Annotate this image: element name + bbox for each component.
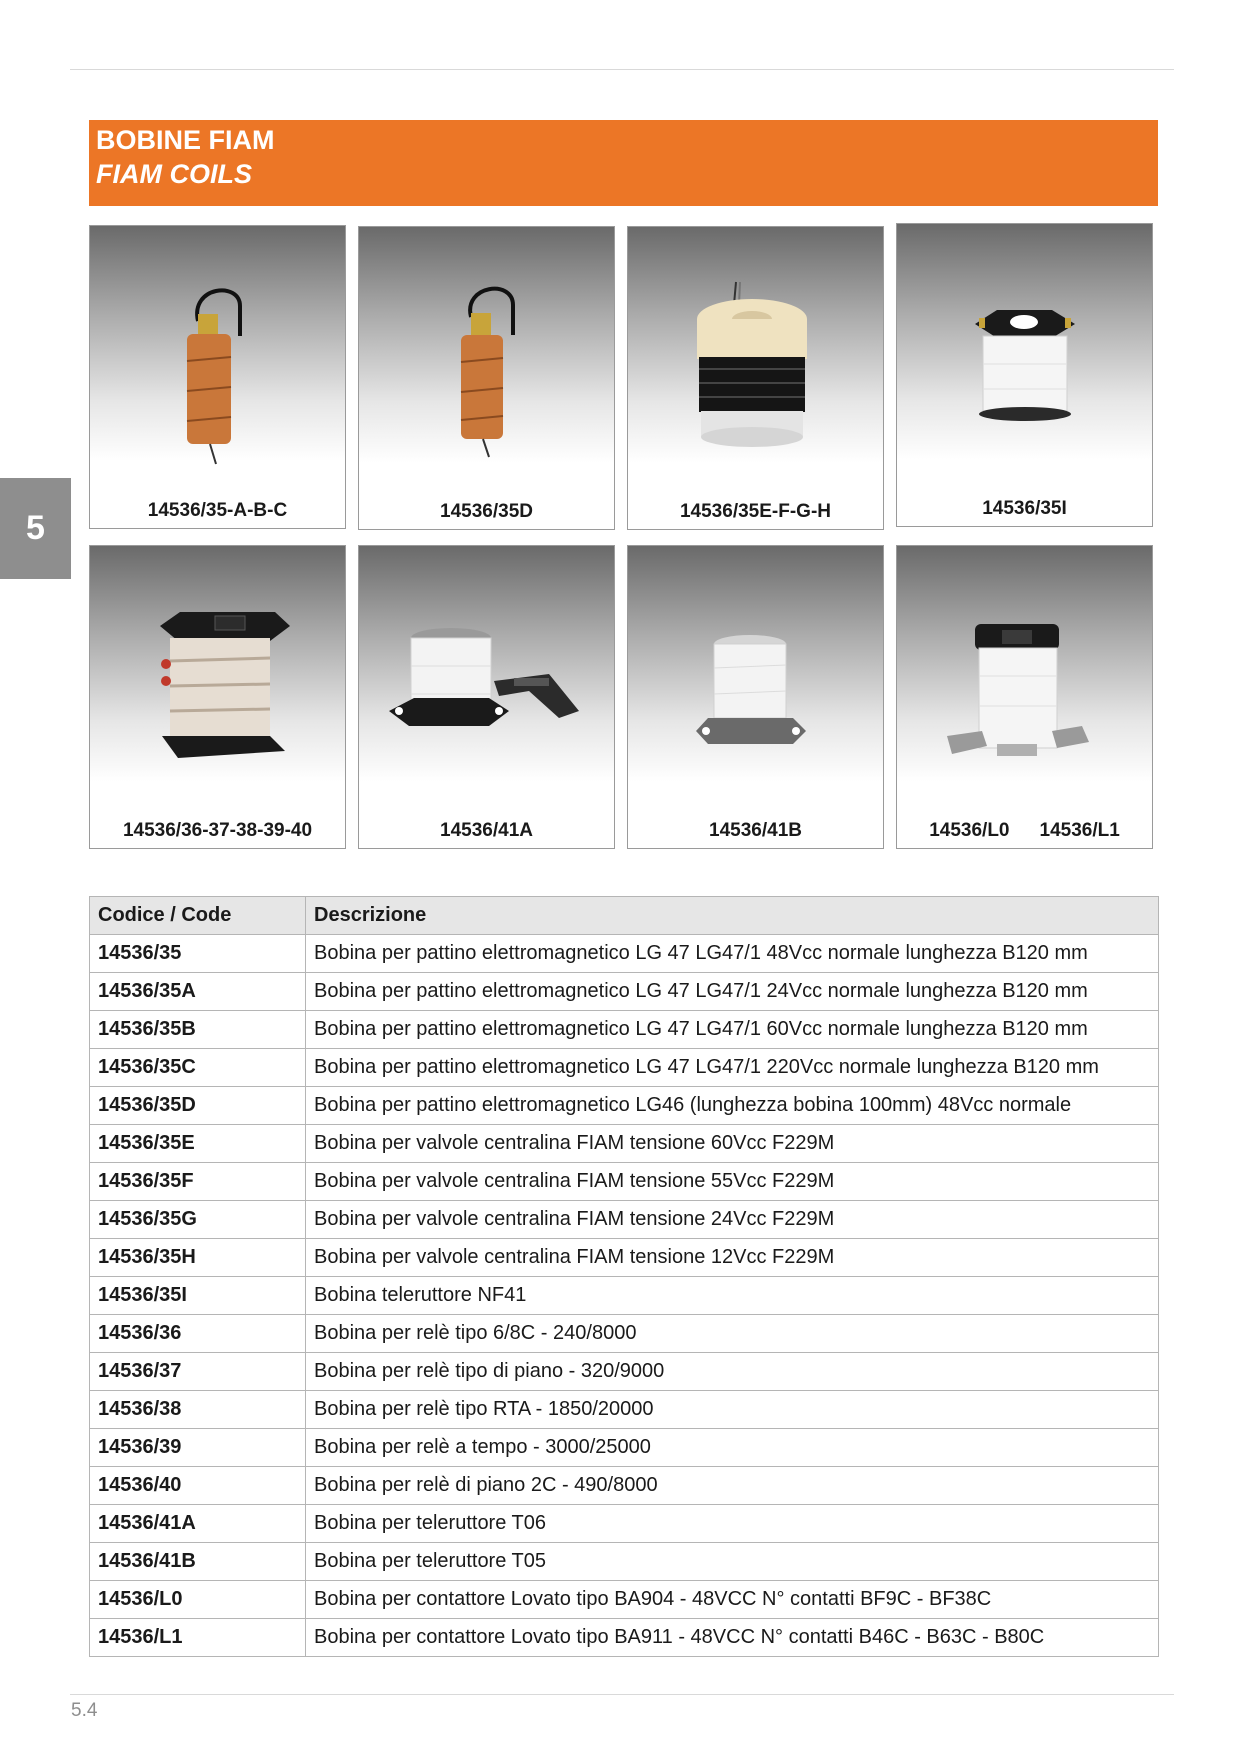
coil-spool-illustration bbox=[628, 227, 883, 529]
cell-code: 14536/37 bbox=[90, 1353, 306, 1391]
cell-description: Bobina per relè tipo 6/8C - 240/8000 bbox=[306, 1315, 1159, 1353]
specs-table bbox=[89, 896, 1159, 1657]
product-photo bbox=[896, 223, 1153, 527]
cell-description: Bobina per valvole centralina FIAM tensione 60Vcc F229M bbox=[306, 1125, 1159, 1163]
cell-code: 14536/35G bbox=[90, 1201, 306, 1239]
product-caption: 14536/35-A-B-C bbox=[147, 500, 288, 521]
cell-description: Bobina per relè di piano 2C - 490/8000 bbox=[306, 1467, 1159, 1505]
table-row bbox=[90, 1011, 1159, 1049]
page-title: BOBINE FIAM bbox=[96, 125, 275, 155]
product-caption bbox=[897, 820, 1152, 842]
product-photo bbox=[89, 545, 346, 849]
table-row bbox=[90, 1543, 1159, 1581]
product-photo bbox=[89, 225, 346, 529]
table-row bbox=[90, 935, 1159, 973]
table-row bbox=[90, 1581, 1159, 1619]
cell-description: Bobina teleruttore NF41 bbox=[306, 1277, 1159, 1315]
coil-cylinder-illustration bbox=[90, 226, 345, 528]
cell-description: Bobina per pattino elettromagnetico LG 47 LG47/1 48Vcc normale lunghezza B120 mm bbox=[306, 935, 1159, 973]
product-caption-l0: 14536/L0 bbox=[929, 820, 1010, 841]
coil-relay-illustration bbox=[628, 546, 883, 848]
coil-contactor-illustration bbox=[897, 224, 1152, 526]
table-row bbox=[90, 1163, 1159, 1201]
table-row bbox=[90, 973, 1159, 1011]
cell-description: Bobina per contattore Lovato tipo BA904 - 48VCC N° contatti BF9C - BF38C bbox=[306, 1581, 1159, 1619]
table-row bbox=[90, 1087, 1159, 1125]
cell-description: Bobina per pattino elettromagnetico LG 47 LG47/1 24Vcc normale lunghezza B120 mm bbox=[306, 973, 1159, 1011]
cell-code: 14536/38 bbox=[90, 1391, 306, 1429]
cell-code: 14536/35B bbox=[90, 1011, 306, 1049]
table-row bbox=[90, 1353, 1159, 1391]
cell-code: 14536/35D bbox=[90, 1087, 306, 1125]
section-number: 5 bbox=[26, 509, 45, 547]
product-caption: 14536/35E-F-G-H bbox=[679, 501, 831, 522]
page-number: 5.4 bbox=[71, 1700, 98, 1721]
cell-code: 14536/L1 bbox=[90, 1619, 306, 1657]
product-caption: 14536/35I bbox=[982, 498, 1067, 519]
page-subtitle: FIAM COILS bbox=[96, 159, 252, 189]
table-row bbox=[90, 1315, 1159, 1353]
cell-code: 14536/35A bbox=[90, 973, 306, 1011]
product-photo bbox=[627, 545, 884, 849]
cell-code: 14536/40 bbox=[90, 1467, 306, 1505]
specs-table-container bbox=[89, 896, 1159, 1657]
top-divider bbox=[70, 69, 1174, 70]
cell-description: Bobina per valvole centralina FIAM tensione 12Vcc F229M bbox=[306, 1239, 1159, 1277]
product-photo bbox=[627, 226, 884, 530]
table-row bbox=[90, 1277, 1159, 1315]
table-row bbox=[90, 1619, 1159, 1657]
cell-description: Bobina per valvole centralina FIAM tensione 55Vcc F229M bbox=[306, 1163, 1159, 1201]
table-row bbox=[90, 1467, 1159, 1505]
product-caption: 14536/41B bbox=[709, 820, 802, 841]
coil-relay-illustration bbox=[359, 546, 614, 848]
product-caption: 14536/35D bbox=[440, 501, 533, 522]
cell-code: 14536/35H bbox=[90, 1239, 306, 1277]
table-row bbox=[90, 1049, 1159, 1087]
column-header-code: Codice / Code bbox=[90, 897, 306, 935]
cell-description: Bobina per pattino elettromagnetico LG 47 LG47/1 60Vcc normale lunghezza B120 mm bbox=[306, 1011, 1159, 1049]
product-photo bbox=[358, 226, 615, 530]
product-photo bbox=[358, 545, 615, 849]
cell-description: Bobina per relè a tempo - 3000/25000 bbox=[306, 1429, 1159, 1467]
cell-description: Bobina per valvole centralina FIAM tensione 24Vcc F229M bbox=[306, 1201, 1159, 1239]
cell-description: Bobina per pattino elettromagnetico LG46 (lunghezza bobina 100mm) 48Vcc normale bbox=[306, 1087, 1159, 1125]
cell-code: 14536/41A bbox=[90, 1505, 306, 1543]
column-header-description: Descrizione bbox=[306, 897, 1159, 935]
table-row bbox=[90, 1201, 1159, 1239]
cell-code: 14536/35C bbox=[90, 1049, 306, 1087]
cell-description: Bobina per relè tipo RTA - 1850/20000 bbox=[306, 1391, 1159, 1429]
coil-relay-illustration bbox=[90, 546, 345, 848]
bottom-divider bbox=[70, 1694, 1174, 1695]
coil-cylinder-illustration bbox=[359, 227, 614, 529]
cell-code: 14536/35F bbox=[90, 1163, 306, 1201]
product-caption: 14536/36-37-38-39-40 bbox=[122, 820, 313, 841]
cell-description: Bobina per contattore Lovato tipo BA911 - 48VCC N° contatti B46C - B63C - B80C bbox=[306, 1619, 1159, 1657]
cell-description: Bobina per relè tipo di piano - 320/9000 bbox=[306, 1353, 1159, 1391]
product-photo bbox=[896, 545, 1153, 849]
header-banner bbox=[89, 120, 1158, 206]
cell-code: 14536/L0 bbox=[90, 1581, 306, 1619]
product-caption: 14536/41A bbox=[440, 820, 533, 841]
cell-code: 14536/39 bbox=[90, 1429, 306, 1467]
cell-description: Bobina per teleruttore T05 bbox=[306, 1543, 1159, 1581]
table-row bbox=[90, 1239, 1159, 1277]
table-row bbox=[90, 1125, 1159, 1163]
cell-code: 14536/35E bbox=[90, 1125, 306, 1163]
table-row bbox=[90, 1505, 1159, 1543]
table-row bbox=[90, 1429, 1159, 1467]
product-caption-l1: 14536/L1 bbox=[1039, 820, 1120, 841]
cell-code: 14536/41B bbox=[90, 1543, 306, 1581]
section-tab bbox=[0, 478, 71, 579]
cell-code: 14536/36 bbox=[90, 1315, 306, 1353]
table-header-row bbox=[90, 897, 1159, 935]
cell-description: Bobina per teleruttore T06 bbox=[306, 1505, 1159, 1543]
table-row bbox=[90, 1391, 1159, 1429]
cell-code: 14536/35 bbox=[90, 935, 306, 973]
cell-description: Bobina per pattino elettromagnetico LG 47 LG47/1 220Vcc normale lunghezza B120 mm bbox=[306, 1049, 1159, 1087]
cell-code: 14536/35I bbox=[90, 1277, 306, 1315]
coil-contactor-illustration bbox=[897, 546, 1152, 848]
